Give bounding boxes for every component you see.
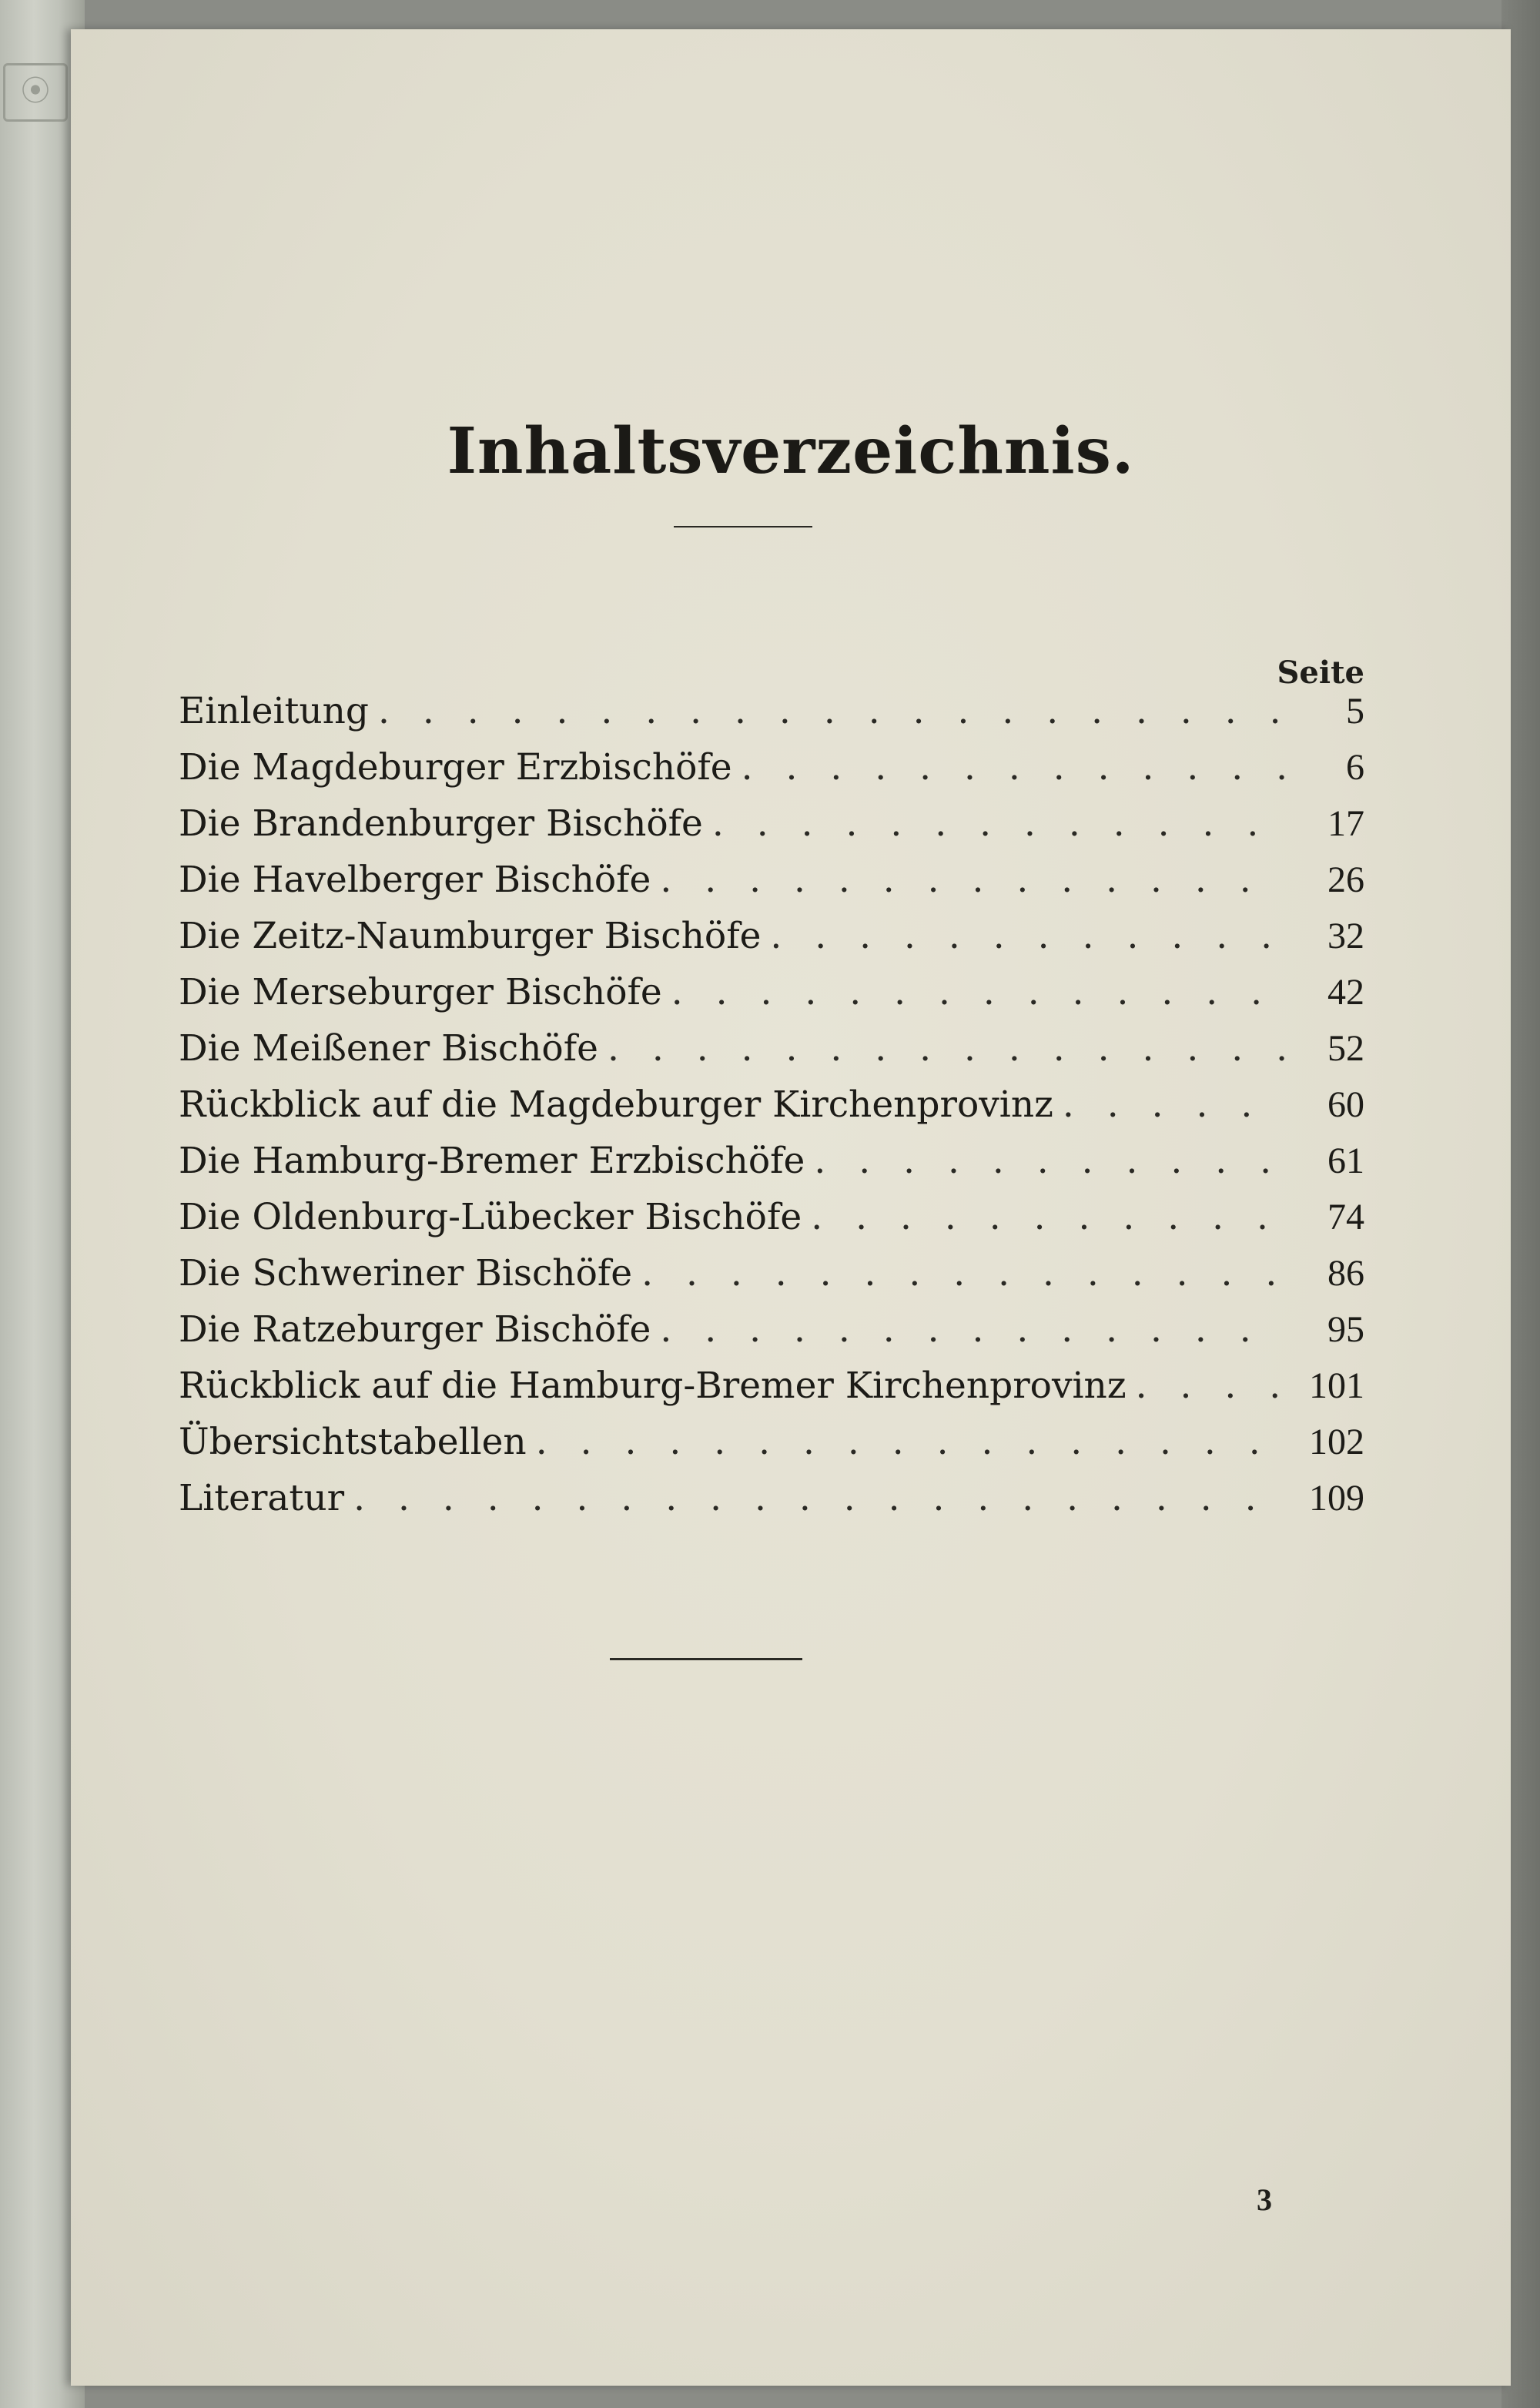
- toc-leader-dots: [811, 1196, 1287, 1238]
- toc-entry[interactable]: [179, 690, 1364, 746]
- toc-entry-title: Die Magdeburger Erzbischöfe: [179, 746, 732, 789]
- toc-entry-title: Die Brandenburger Bischöfe: [179, 802, 703, 845]
- toc-entry[interactable]: [179, 971, 1364, 1027]
- toc-entry-page: 86: [1327, 1253, 1364, 1294]
- toc-leader-dots: [814, 1140, 1287, 1182]
- toc-leader-dots: [742, 746, 1287, 789]
- toc-entry[interactable]: [179, 1083, 1364, 1140]
- toc-entry[interactable]: [179, 802, 1364, 859]
- toc-leader-dots: [770, 915, 1287, 957]
- toc-entry-title: Die Havelberger Bischöfe: [179, 859, 651, 901]
- toc-leader-dots: [712, 802, 1287, 845]
- toc-entry-title: Die Meißener Bischöfe: [179, 1027, 598, 1070]
- toc-entry[interactable]: [179, 1477, 1364, 1533]
- toc-entry-title: Einleitung: [179, 690, 370, 732]
- toc-entry-title: Die Hamburg-Bremer Erzbischöfe: [179, 1140, 805, 1182]
- toc-entry-page: 52: [1327, 1028, 1364, 1069]
- toc-entry-title: Die Merseburger Bischöfe: [179, 971, 662, 1013]
- toc-entry-page: 60: [1327, 1084, 1364, 1125]
- table-of-contents: [179, 690, 1364, 1533]
- toc-entry[interactable]: [179, 1140, 1364, 1196]
- page-column-label: Seite: [1277, 655, 1364, 691]
- document-page: [71, 29, 1511, 2386]
- toc-entry-title: Die Zeitz-Naumburger Bischöfe: [179, 915, 762, 957]
- toc-leader-dots: [536, 1421, 1287, 1463]
- toc-entry[interactable]: [179, 1027, 1364, 1083]
- toc-entry-page: 42: [1327, 972, 1364, 1013]
- toc-entry-page: 17: [1327, 803, 1364, 844]
- toc-entry[interactable]: [179, 1421, 1364, 1477]
- page-title: Inhaltsverzeichnis.: [447, 414, 1135, 488]
- toc-leader-dots: [641, 1252, 1287, 1294]
- toc-entry[interactable]: [179, 1365, 1364, 1421]
- toc-entry[interactable]: [179, 746, 1364, 802]
- toc-entry-page: 32: [1327, 916, 1364, 956]
- toc-entry-page: 6: [1346, 747, 1364, 788]
- toc-entry[interactable]: [179, 915, 1364, 971]
- page-number: 3: [1257, 2182, 1272, 2217]
- toc-entry[interactable]: [179, 1308, 1364, 1365]
- toc-leader-dots: [1136, 1365, 1287, 1407]
- toc-entry[interactable]: [179, 1252, 1364, 1308]
- toc-leader-dots: [660, 859, 1287, 901]
- end-divider: [610, 1658, 802, 1660]
- toc-leader-dots: [671, 971, 1287, 1013]
- toc-entry-title: Literatur: [179, 1477, 345, 1519]
- title-divider: [674, 526, 812, 527]
- toc-entry-page: 95: [1327, 1309, 1364, 1350]
- toc-entry-page: 5: [1346, 691, 1364, 732]
- toc-entry-page: 61: [1327, 1140, 1364, 1181]
- toc-leader-dots: [1063, 1083, 1287, 1126]
- toc-entry[interactable]: [179, 859, 1364, 915]
- toc-entry-page: 26: [1327, 859, 1364, 900]
- toc-entry-page: 102: [1309, 1422, 1364, 1462]
- toc-entry-title: Rückblick auf die Magdeburger Kirchenprovinz: [179, 1083, 1053, 1126]
- toc-entry-title: Rückblick auf die Hamburg-Bremer Kirchenprovinz: [179, 1365, 1127, 1407]
- library-stamp-icon: ⦿: [3, 63, 68, 122]
- toc-leader-dots: [353, 1477, 1287, 1519]
- toc-entry-title: Die Schweriner Bischöfe: [179, 1252, 633, 1294]
- toc-entry-page: 101: [1309, 1365, 1364, 1406]
- toc-leader-dots: [608, 1027, 1287, 1070]
- toc-leader-dots: [378, 690, 1287, 732]
- toc-leader-dots: [660, 1308, 1287, 1351]
- toc-entry-title: Die Oldenburg-Lübecker Bischöfe: [179, 1196, 802, 1238]
- toc-entry-page: 74: [1327, 1197, 1364, 1237]
- toc-entry-title: Die Ratzeburger Bischöfe: [179, 1308, 651, 1351]
- toc-entry-page: 109: [1309, 1478, 1364, 1519]
- toc-entry-title: Übersichtstabellen: [179, 1421, 527, 1463]
- toc-entry[interactable]: [179, 1196, 1364, 1252]
